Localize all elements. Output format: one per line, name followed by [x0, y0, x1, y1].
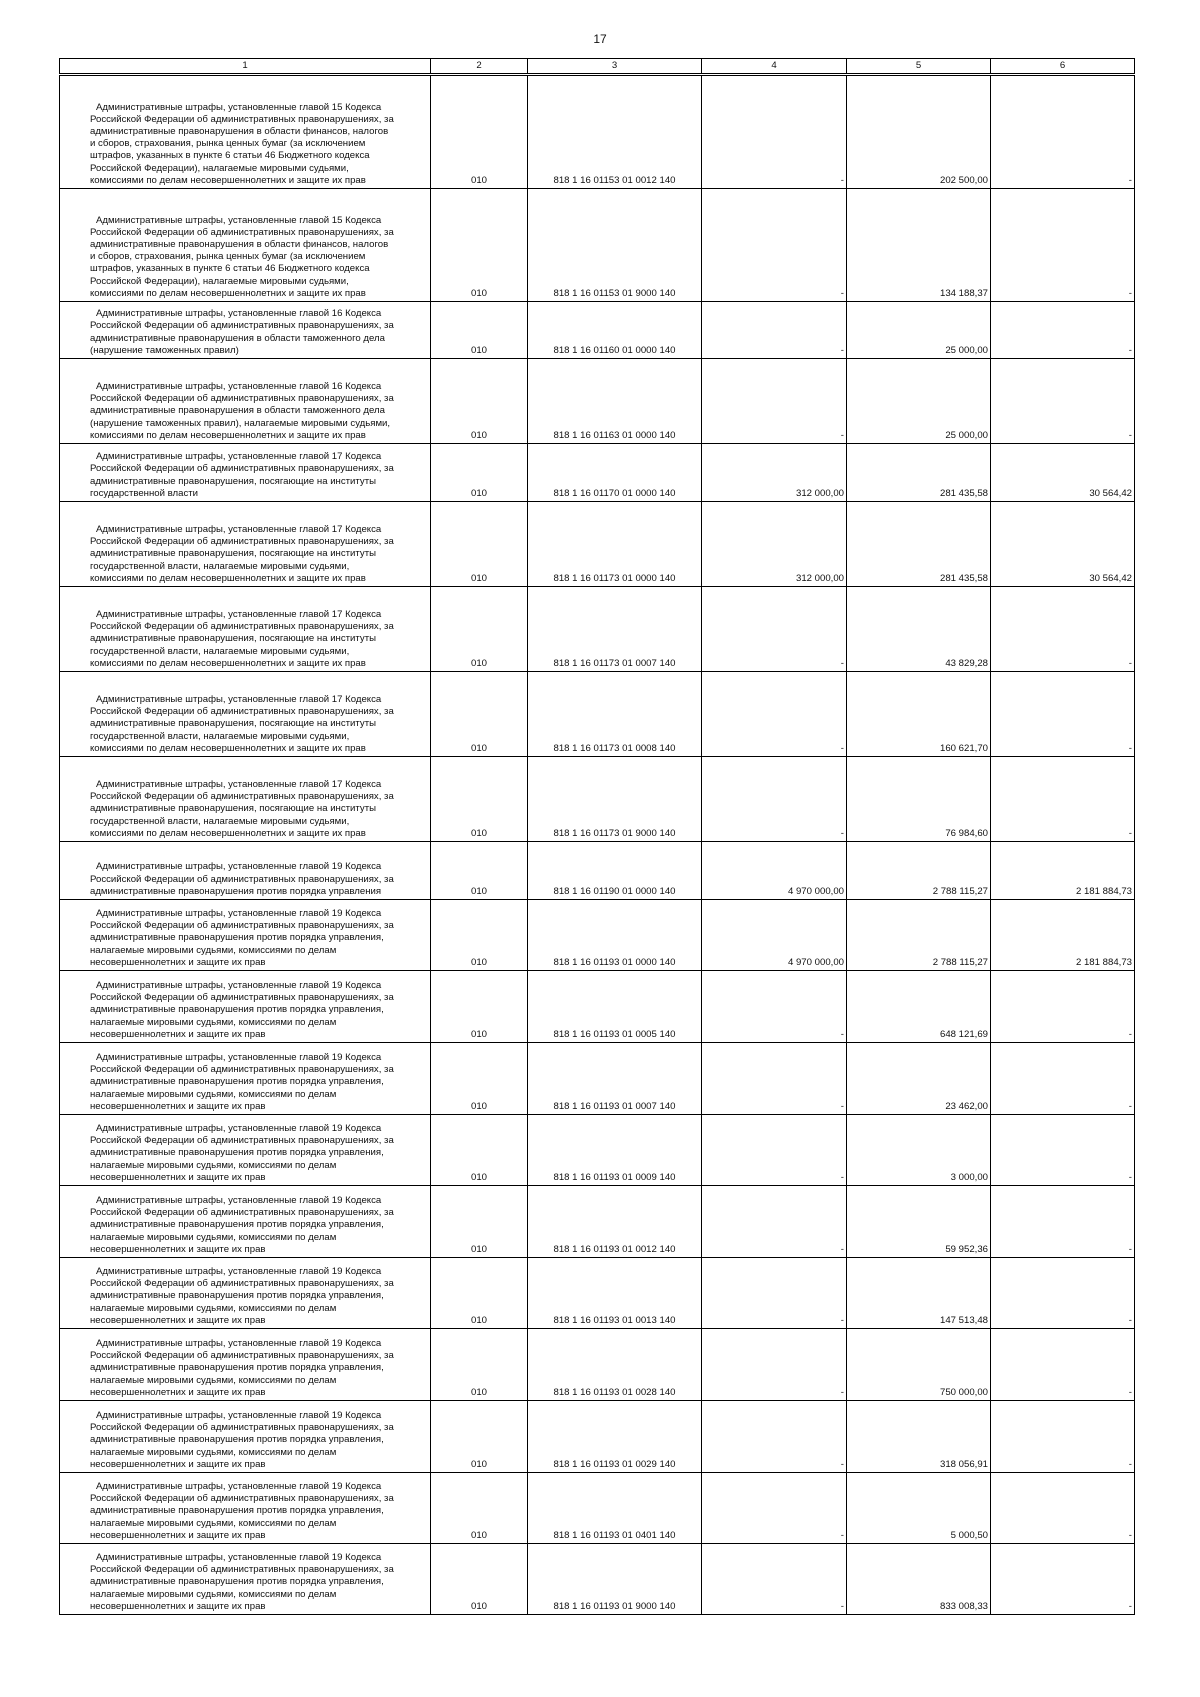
line-code: 010 [431, 1329, 528, 1401]
revenue-description: Административные штрафы, установленные главой 17 Кодекса Российской Федерации об административных правонарушениях, за административные правонарушения, посягающие на институты государственной власти [60, 444, 431, 502]
table-row [60, 1329, 1135, 1401]
revenue-description: Административные штрафы, установленные главой 16 Кодекса Российской Федерации об административных правонарушениях, за административные правонарушения в области таможенного дела (нарушение таможенных правил) [60, 302, 431, 359]
line-code: 010 [431, 1186, 528, 1258]
unexecuted-amount: - [991, 189, 1135, 302]
line-code: 010 [431, 444, 528, 502]
revenue-description: Административные штрафы, установленные главой 19 Кодекса Российской Федерации об административных правонарушениях, за административные правонарушения против порядка управления, налагаемые мировыми судьями, комиссиями по делам несовершеннолетних и защите их прав [60, 1115, 431, 1186]
budget-classification-code: 818 1 16 01193 01 0005 140 [528, 971, 702, 1043]
line-code: 010 [431, 1544, 528, 1615]
approved-amount: - [702, 1544, 847, 1615]
table-row [60, 900, 1135, 971]
table-row [60, 672, 1135, 757]
approved-amount: 4 970 000,00 [702, 842, 847, 900]
budget-classification-code: 818 1 16 01190 01 0000 140 [528, 842, 702, 900]
budget-classification-code: 818 1 16 01193 01 9000 140 [528, 1544, 702, 1615]
budget-classification-code: 818 1 16 01173 01 0008 140 [528, 672, 702, 757]
table-row [60, 757, 1135, 842]
table-row [60, 1043, 1135, 1115]
unexecuted-amount: - [991, 1329, 1135, 1401]
budget-classification-code: 818 1 16 01193 01 0401 140 [528, 1473, 702, 1544]
approved-amount: 4 970 000,00 [702, 900, 847, 971]
approved-amount: - [702, 1473, 847, 1544]
unexecuted-amount: - [991, 587, 1135, 672]
budget-classification-code: 818 1 16 01153 01 0012 140 [528, 75, 702, 189]
executed-amount: 202 500,00 [847, 75, 991, 189]
unexecuted-amount: - [991, 971, 1135, 1043]
table-row [60, 971, 1135, 1043]
approved-amount: - [702, 672, 847, 757]
budget-classification-code: 818 1 16 01193 01 0007 140 [528, 1043, 702, 1115]
line-code: 010 [431, 757, 528, 842]
approved-amount: 312 000,00 [702, 444, 847, 502]
table-row [60, 1401, 1135, 1473]
executed-amount: 648 121,69 [847, 971, 991, 1043]
line-code: 010 [431, 189, 528, 302]
executed-amount: 833 008,33 [847, 1544, 991, 1615]
unexecuted-amount: - [991, 757, 1135, 842]
revenue-report-table [59, 58, 1135, 1615]
revenue-description: Административные штрафы, установленные главой 19 Кодекса Российской Федерации об административных правонарушениях, за административные правонарушения против порядка управления, налагаемые мировыми судьями, комиссиями по делам несовершеннолетних и защите их прав [60, 1186, 431, 1258]
unexecuted-amount: - [991, 75, 1135, 189]
line-code: 010 [431, 75, 528, 189]
table-row [60, 302, 1135, 359]
executed-amount: 318 056,91 [847, 1401, 991, 1473]
executed-amount: 59 952,36 [847, 1186, 991, 1258]
table-row [60, 75, 1135, 189]
approved-amount: - [702, 1115, 847, 1186]
table-row [60, 1186, 1135, 1258]
executed-amount: 750 000,00 [847, 1329, 991, 1401]
approved-amount: - [702, 1401, 847, 1473]
executed-amount: 160 621,70 [847, 672, 991, 757]
budget-classification-code: 818 1 16 01193 01 0029 140 [528, 1401, 702, 1473]
executed-amount: 5 000,50 [847, 1473, 991, 1544]
table-row [60, 1544, 1135, 1615]
table-row [60, 1115, 1135, 1186]
revenue-description: Административные штрафы, установленные главой 19 Кодекса Российской Федерации об административных правонарушениях, за административные правонарушения против порядка управления, налагаемые мировыми судьями, комиссиями по делам несовершеннолетних и защите их прав [60, 900, 431, 971]
budget-classification-code: 818 1 16 01193 01 0028 140 [528, 1329, 702, 1401]
table-row [60, 587, 1135, 672]
executed-amount: 3 000,00 [847, 1115, 991, 1186]
executed-amount: 2 788 115,27 [847, 900, 991, 971]
revenue-description: Административные штрафы, установленные главой 17 Кодекса Российской Федерации об административных правонарушениях, за административные правонарушения, посягающие на институты государственной власти, налагаемые мировыми судьями, комиссиями по делам несовершеннолетних и защите их прав [60, 757, 431, 842]
line-code: 010 [431, 1115, 528, 1186]
revenue-description: Административные штрафы, установленные главой 17 Кодекса Российской Федерации об административных правонарушениях, за административные правонарушения, посягающие на институты государственной власти, налагаемые мировыми судьями, комиссиями по делам несовершеннолетних и защите их прав [60, 672, 431, 757]
line-code: 010 [431, 672, 528, 757]
budget-classification-code: 818 1 16 01170 01 0000 140 [528, 444, 702, 502]
approved-amount: - [702, 302, 847, 359]
table-row [60, 444, 1135, 502]
unexecuted-amount: - [991, 1258, 1135, 1329]
revenue-description: Административные штрафы, установленные главой 15 Кодекса Российской Федерации об административных правонарушениях, за административные правонарушения в области финансов, налогов и сборов, страхования, рынка ценных бумаг (за исключением штрафов, указанных в пункте 6 статьи 46 Бюджетного кодекса Российской Федерации), налагаемые мировыми судьями, комиссиями по делам несовершеннолетних и защите их прав [60, 189, 431, 302]
line-code: 010 [431, 302, 528, 359]
approved-amount: 312 000,00 [702, 502, 847, 587]
executed-amount: 23 462,00 [847, 1043, 991, 1115]
budget-classification-code: 818 1 16 01193 01 0009 140 [528, 1115, 702, 1186]
executed-amount: 134 188,37 [847, 189, 991, 302]
unexecuted-amount: 30 564,42 [991, 502, 1135, 587]
unexecuted-amount: 2 181 884,73 [991, 900, 1135, 971]
approved-amount: - [702, 971, 847, 1043]
revenue-description: Административные штрафы, установленные главой 17 Кодекса Российской Федерации об административных правонарушениях, за административные правонарушения, посягающие на институты государственной власти, налагаемые мировыми судьями, комиссиями по делам несовершеннолетних и защите их прав [60, 587, 431, 672]
unexecuted-amount: - [991, 1186, 1135, 1258]
table-row [60, 189, 1135, 302]
approved-amount: - [702, 359, 847, 444]
revenue-description: Административные штрафы, установленные главой 19 Кодекса Российской Федерации об административных правонарушениях, за административные правонарушения против порядка управления [60, 842, 431, 900]
budget-classification-code: 818 1 16 01163 01 0000 140 [528, 359, 702, 444]
executed-amount: 43 829,28 [847, 587, 991, 672]
revenue-description: Административные штрафы, установленные главой 17 Кодекса Российской Федерации об административных правонарушениях, за административные правонарушения, посягающие на институты государственной власти, налагаемые мировыми судьями, комиссиями по делам несовершеннолетних и защите их прав [60, 502, 431, 587]
page-number: 17 [593, 32, 607, 46]
unexecuted-amount: 2 181 884,73 [991, 842, 1135, 900]
executed-amount: 147 513,48 [847, 1258, 991, 1329]
approved-amount: - [702, 1329, 847, 1401]
table-row [60, 359, 1135, 444]
unexecuted-amount: - [991, 1401, 1135, 1473]
budget-classification-code: 818 1 16 01173 01 0000 140 [528, 502, 702, 587]
budget-classification-code: 818 1 16 01173 01 0007 140 [528, 587, 702, 672]
executed-amount: 281 435,58 [847, 502, 991, 587]
line-code: 010 [431, 1401, 528, 1473]
unexecuted-amount: - [991, 1473, 1135, 1544]
executed-amount: 25 000,00 [847, 359, 991, 444]
line-code: 010 [431, 1258, 528, 1329]
budget-classification-code: 818 1 16 01193 01 0000 140 [528, 900, 702, 971]
table-row [60, 1473, 1135, 1544]
table-row [60, 1258, 1135, 1329]
unexecuted-amount: - [991, 1544, 1135, 1615]
approved-amount: - [702, 1043, 847, 1115]
unexecuted-amount: - [991, 1043, 1135, 1115]
revenue-description: Административные штрафы, установленные главой 19 Кодекса Российской Федерации об административных правонарушениях, за административные правонарушения против порядка управления, налагаемые мировыми судьями, комиссиями по делам несовершеннолетних и защите их прав [60, 1329, 431, 1401]
executed-amount: 2 788 115,27 [847, 842, 991, 900]
approved-amount: - [702, 1186, 847, 1258]
column-header-1: 1 [60, 59, 431, 75]
line-code: 010 [431, 842, 528, 900]
revenue-description: Административные штрафы, установленные главой 19 Кодекса Российской Федерации об административных правонарушениях, за административные правонарушения против порядка управления, налагаемые мировыми судьями, комиссиями по делам несовершеннолетних и защите их прав [60, 971, 431, 1043]
line-code: 010 [431, 359, 528, 444]
column-header-5: 5 [847, 59, 991, 75]
unexecuted-amount: - [991, 302, 1135, 359]
approved-amount: - [702, 757, 847, 842]
budget-classification-code: 818 1 16 01193 01 0012 140 [528, 1186, 702, 1258]
budget-classification-code: 818 1 16 01173 01 9000 140 [528, 757, 702, 842]
approved-amount: - [702, 587, 847, 672]
unexecuted-amount: - [991, 672, 1135, 757]
line-code: 010 [431, 971, 528, 1043]
column-header-2: 2 [431, 59, 528, 75]
revenue-description: Административные штрафы, установленные главой 19 Кодекса Российской Федерации об административных правонарушениях, за административные правонарушения против порядка управления, налагаемые мировыми судьями, комиссиями по делам несовершеннолетних и защите их прав [60, 1473, 431, 1544]
approved-amount: - [702, 75, 847, 189]
budget-classification-code: 818 1 16 01160 01 0000 140 [528, 302, 702, 359]
column-header-3: 3 [528, 59, 702, 75]
line-code: 010 [431, 587, 528, 672]
line-code: 010 [431, 1043, 528, 1115]
revenue-description: Административные штрафы, установленные главой 19 Кодекса Российской Федерации об административных правонарушениях, за административные правонарушения против порядка управления, налагаемые мировыми судьями, комиссиями по делам несовершеннолетних и защите их прав [60, 1258, 431, 1329]
column-number-header-row [60, 59, 1135, 75]
executed-amount: 25 000,00 [847, 302, 991, 359]
budget-classification-code: 818 1 16 01193 01 0013 140 [528, 1258, 702, 1329]
revenue-description: Административные штрафы, установленные главой 19 Кодекса Российской Федерации об административных правонарушениях, за административные правонарушения против порядка управления, налагаемые мировыми судьями, комиссиями по делам несовершеннолетних и защите их прав [60, 1043, 431, 1115]
approved-amount: - [702, 189, 847, 302]
table-row [60, 502, 1135, 587]
unexecuted-amount: 30 564,42 [991, 444, 1135, 502]
unexecuted-amount: - [991, 1115, 1135, 1186]
table-row [60, 842, 1135, 900]
unexecuted-amount: - [991, 359, 1135, 444]
column-header-6: 6 [991, 59, 1135, 75]
revenue-description: Административные штрафы, установленные главой 19 Кодекса Российской Федерации об административных правонарушениях, за административные правонарушения против порядка управления, налагаемые мировыми судьями, комиссиями по делам несовершеннолетних и защите их прав [60, 1401, 431, 1473]
revenue-description: Административные штрафы, установленные главой 19 Кодекса Российской Федерации об административных правонарушениях, за административные правонарушения против порядка управления, налагаемые мировыми судьями, комиссиями по делам несовершеннолетних и защите их прав [60, 1544, 431, 1615]
revenue-description: Административные штрафы, установленные главой 15 Кодекса Российской Федерации об административных правонарушениях, за административные правонарушения в области финансов, налогов и сборов, страхования, рынка ценных бумаг (за исключением штрафов, указанных в пункте 6 статьи 46 Бюджетного кодекса Российской Федерации), налагаемые мировыми судьями, комиссиями по делам несовершеннолетних и защите их прав [60, 75, 431, 189]
line-code: 010 [431, 900, 528, 971]
revenue-description: Административные штрафы, установленные главой 16 Кодекса Российской Федерации об административных правонарушениях, за административные правонарушения в области таможенного дела (нарушение таможенных правил), налагаемые мировыми судьями, комиссиями по делам несовершеннолетних и защите их прав [60, 359, 431, 444]
column-header-4: 4 [702, 59, 847, 75]
executed-amount: 281 435,58 [847, 444, 991, 502]
budget-classification-code: 818 1 16 01153 01 9000 140 [528, 189, 702, 302]
line-code: 010 [431, 502, 528, 587]
line-code: 010 [431, 1473, 528, 1544]
approved-amount: - [702, 1258, 847, 1329]
executed-amount: 76 984,60 [847, 757, 991, 842]
